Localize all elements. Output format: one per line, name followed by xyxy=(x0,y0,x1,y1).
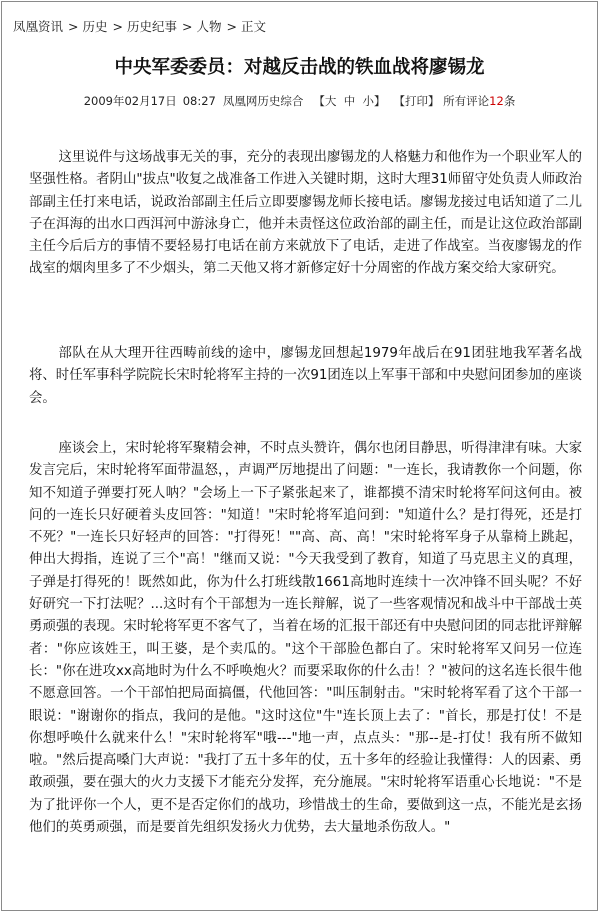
breadcrumb-separator: > xyxy=(112,19,123,34)
font-size-bracket-close: 】 xyxy=(374,94,386,108)
article-frame xyxy=(1,1,598,911)
comments-prefix: 所有评论 xyxy=(443,94,490,108)
article-paragraph: 座谈会上，宋时轮将军聚精会神，不时点头赞许，偶尔也闭目静思，听得津津有味。大家发言完后，宋时轮将军面带温怒，，声调严厉地提出了问题："一连长，我请教你一个问题，你知不知道子弹要打死人呐？"会场上一下子紧张起来了，谁都摸不清宋时轮将军问这何由。被问的一连长只好硬着头皮回答："知道！"宋时轮将军追问到："知道什么？是打得死，还是打不死？"一连长只好轻声的回答："打得死！""高、高、高！"宋时轮将军身子从靠椅上跳起，伸出大拇指，连说了三个"高！"继而又说："今天我受到了教育，知道了马克思主义的真理，子弹是打得死的！既然如此，你为什么打班线散1661高地时连续十一次冲锋不回头呢？不好好研究一下打法呢？...这时有个干部想为一连长辩解，说了一些客观情况和战斗中干部战士英勇顽强的表现。宋时轮将军更不客气了，当着在场的汇报干部还有中央慰问团的同志批评辩解者："你应该姓王，叫王婆，是个卖瓜的。"这个干部脸色都白了。宋时轮将军又问另一位连长："你在进攻xx高地时为什么不呼唤炮火？而要采取你的什么击！？"被问的这名连长很牛他不愿意回答。一个干部怕把局面搞僵，代他回答："叫压制射击。"宋时轮将军看了这个干部一眼说："谢谢你的指点，我问的是他。"这时这位"牛"连长顶上去了："首长，那是打仗！不是你想呼唤什么就来什么！"宋时轮将军"哦---"地一声，点点头："那--是-打仗！我有所不做知啦。"然后提高嗓门大声说："我打了五十多年的仗，五十多年的经验让我懂得：人的因素、勇敢顽强，要在强大的火力支援下才能充分发挥，充分施展。"宋时轮将军语重心长地说："不是为了批评你一个人，更不是否定你们的战功，珍惜战士的生命，要做到这一点，不能光是玄扬他们的英勇顽强，而是要首先组织发扬火力优势，去大量地杀伤敌人。" xyxy=(29,441,582,836)
breadcrumb xyxy=(13,19,266,35)
article-source: 凤凰网历史综合 xyxy=(222,94,304,108)
print-button[interactable]: 【打印】 xyxy=(393,94,440,108)
article-paragraph: 这里说件与这场战事无关的事，充分的表现出廖锡龙的人格魅力和他作为一个职业军人的坚强性格。者阴山"拔点"收复之战准备工作进入关键时期，这时大理31师留守处负责人师政治部副主任打来电话，说政治部副主任后立即要廖锡龙师长接电话。廖锡龙接过电话知道了二儿子在洱海的出水口西洱河中游泳身亡，他并未责怪这位政治部的副主任，而是让这位政治部副主任今后后方的事情不要轻易打电话在前方来就放下了电话，走进了作战室。当夜廖锡龙的作战室的烟肉里多了不少烟头，第二天他又将才新修定好十分周密的作战方案交给大家研究。 xyxy=(29,150,582,277)
comments-link[interactable] xyxy=(443,93,515,109)
publish-time: 08:27 xyxy=(182,94,216,108)
breadcrumb-separator: > xyxy=(68,19,79,34)
article-title: 中央军委委员：对越反击战的铁血战将廖锡龙 xyxy=(114,57,485,78)
comments-count: 12 xyxy=(489,94,504,108)
publish-date: 2009年02月17日 xyxy=(83,94,177,108)
breadcrumb-separator: > xyxy=(226,19,237,34)
font-size-medium-button[interactable]: 中 xyxy=(343,94,356,108)
breadcrumb-item-history-events[interactable]: 历史纪事 xyxy=(127,19,178,34)
breadcrumb-item-current: 正文 xyxy=(241,19,267,34)
article-paragraph: 部队在从大理开往西畴前线的途中，廖锡龙回想起1979年战后在91团驻地我军著名战将、时任军事科学院院长宋时轮将军主持的一次91团连以上军事干部和中央慰问团参加的座谈会。 xyxy=(29,346,582,406)
font-size-small-button[interactable]: 小 xyxy=(362,94,375,108)
breadcrumb-item-news[interactable]: 凤凰资讯 xyxy=(13,19,64,34)
breadcrumb-item-people[interactable]: 人物 xyxy=(196,19,222,34)
breadcrumb-item-history[interactable]: 历史 xyxy=(82,19,108,34)
article-meta xyxy=(2,93,597,109)
font-size-large-button[interactable]: 大 xyxy=(324,94,337,108)
breadcrumb-separator: > xyxy=(182,19,193,34)
font-size-bracket-open: 【 xyxy=(313,94,325,108)
comments-suffix: 条 xyxy=(503,94,516,108)
